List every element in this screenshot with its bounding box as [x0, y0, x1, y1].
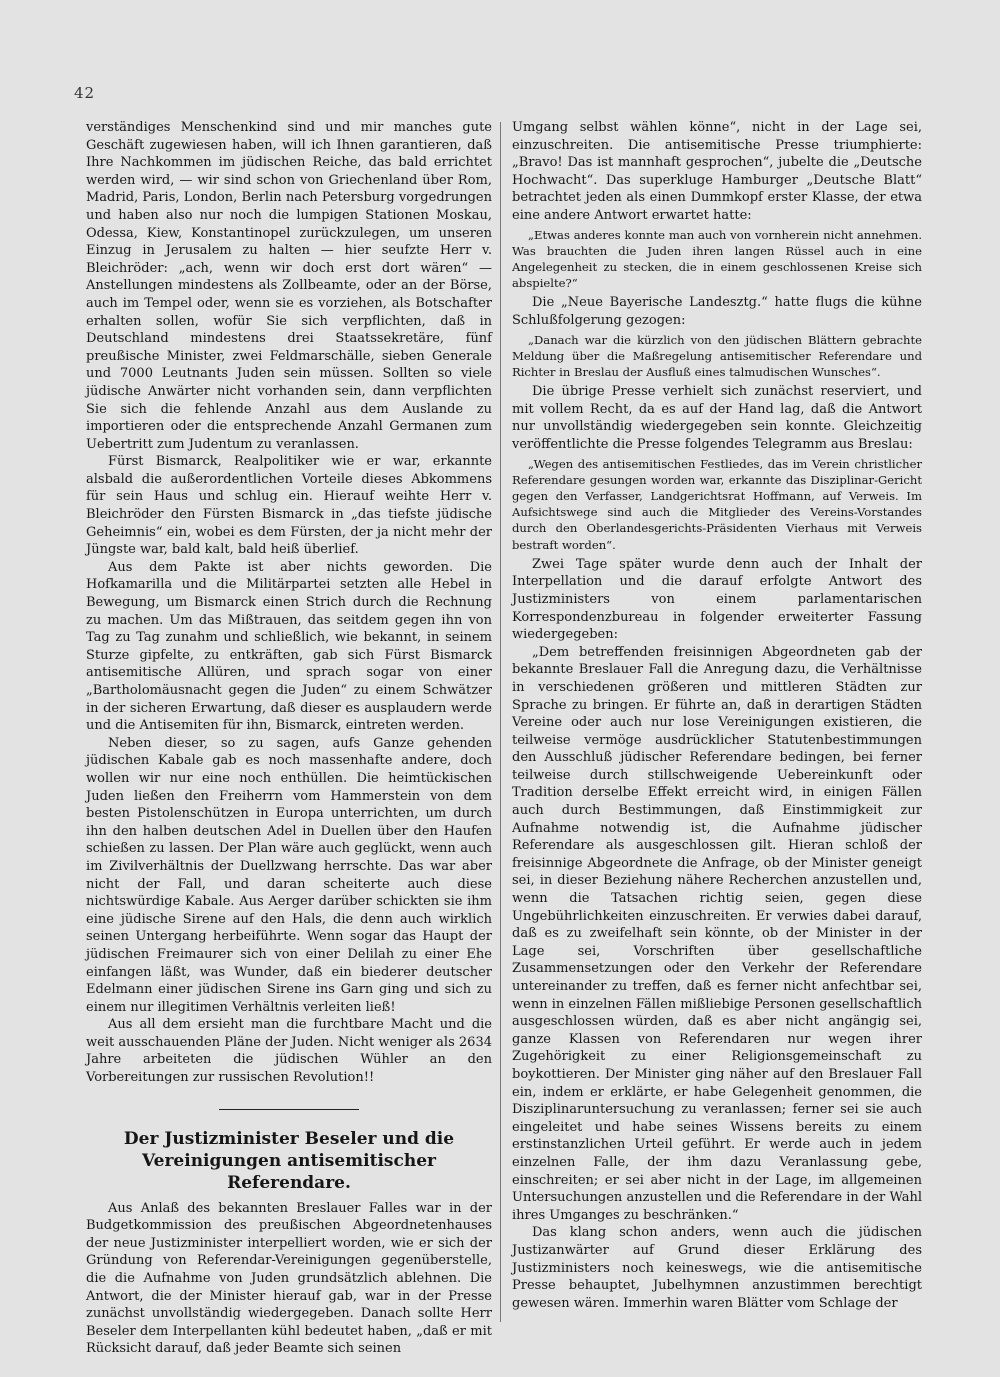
body-paragraph: Die übrige Presse verhielt sich zunächst reserviert, und mit vollem Recht, da es auf der Hand lag, daß die Antwort nur unvollständig wiedergegeben sein konnte. Gleichzeitig veröffentlichte die Presse folgendes Telegramm aus Breslau:: [512, 384, 922, 452]
body-paragraph: Fürst Bismarck, Realpolitiker wie er war, erkannte alsbald die außerordentlichen Vorteile dieses Abkommens für sein Haus und schlug ein. Hierauf weihte Herr v. Bleichröder den Fürsten Bismarck in „das tiefste jüdische Geheimnis“ ein, wobei es dem Fürsten, der ja nicht mehr der Jüngste war, bald kalt, bald heiß überlief.: [86, 454, 492, 558]
body-paragraph: Zwei Tage später wurde denn auch der Inhalt der Interpellation und die darauf erfolgte Antwort des Justizministers von einem parlamentarischen Korrespondenzbureau in folgender erweiterter Fassung wiedergegeben:: [512, 556, 922, 643]
body-paragraph: Aus Anlaß des bekannten Breslauer Falles war in der Budgetkommission des preußischen Abgeordnetenhauses der neue Justizminister interpelliert worden, wie er sich der Gründung von Referendar-Vereinigungen gegenüberstelle, die die Aufnahme von Juden grundsätzlich ablehnen. Die Antwort, die der Minister hierauf gab, war in der Presse zunächst unvollständig wiedergegeben. Danach sollte Herr Beseler dem Interpellanten kühl bedeutet haben, „daß er mit Rücksicht darauf, daß jeder Beamte sich seinen: [86, 1200, 492, 1357]
body-paragraph: verständiges Menschenkind sind und mir manches gute Geschäft zugewiesen haben, will ich Ihnen garantieren, daß Ihre Nachkommen im jüdischen Reiche, das bald errichtet werden wird, — wir sind schon von Griechenland über Rom, Madrid, Paris, London, Berlin nach Petersburg vorgedrungen und haben also nur noch die lumpigen Stationen Moskau, Odessa, Kiew, Konstantinopel zurückzulegen, um unseren Einzug in Jerusalem zu halten — hier seufzte Herr v. Bleichröder: „ach, wenn wir doch erst dort wären“ — Anstellungen mindestens als Zollbeamte, oder an der Börse, auch im Tempel oder, wenn sie es vorziehen, als Botschafter erhalten sollen, wofür Sie sich verpflichten, daß in Deutschland mindestens drei Staatssekretäre, fünf preußische Minister, zwei Feldmarschälle, sieben Generale und 7000 Leutnants Juden sein müssen. Sollten so viele jüdische Anwärter nicht vorhanden sein, dann verpflichten Sie sich die fehlende Anzahl aus dem Auslande zu importieren oder die entsprechende Anzahl Germanen zum Uebertritt zum Judentum zu veranlassen.: [86, 120, 492, 452]
page-number: 42: [74, 84, 96, 102]
body-paragraph: Das klang schon anders, wenn auch die jüdischen Justizanwärter auf Grund dieser Erklärung des Justizministers noch keineswegs, wie die antisemitische Presse behauptet, Jubelhymnen anzustimmen berechtigt gewesen wären. Immerhin waren Blätter vom Schlage der: [512, 1225, 922, 1311]
section-heading-line: Vereinigungen antisemitischer Referendare.: [142, 1150, 436, 1193]
right-column: [512, 119, 922, 1312]
body-paragraph: Aus all dem ersieht man die furchtbare Macht und die weit ausschauenden Pläne der Juden. Nicht weniger als 2634 Jahre arbeiteten die jüdischen Wühler an den Vorbereitungen zur russischen Revolution!!: [86, 1017, 492, 1086]
body-paragraph: „Dem betreffenden freisinnigen Abgeordneten gab der bekannte Breslauer Fall die Anregung dazu, die Verhältnisse in verschiedenen größeren und mittleren Städten zur Sprache zu bringen. Er führte an, daß in derartigen Städten Vereine oder auch nur lose Vereinigungen existieren, die teilweise vermöge ausdrücklicher Statutenbestimmungen den Ausschluß jüdischer Referendare bedingen, bei ferner teilweise durch stillschweigende Uebereinkunft oder Tradition derselbe Effekt erreicht wird, in einigen Fällen auch durch Bestimmungen, daß Einstimmigkeit zur Aufnahme notwendig ist, die Aufnahme jüdischer Referendare als ausgeschlossen gilt. Hieran schloß der freisinnige Abgeordnete die Anfrage, ob der Minister geneigt sei, in dieser Beziehung nähere Recherchen anzustellen und, wenn die Tatsachen richtig seien, gegen diese Ungebührlichkeiten einzuschreiten. Er verwies dabei darauf, daß es zu zweifelhaft sein könnte, ob der Minister in der Lage sei, Vorschriften über gesellschaftliche Zusammensetzungen oder den Verkehr der Referendare untereinander zu treffen, daß es ferner nicht anfechtbar sei, wenn in einzelnen Fällen mißliebige Personen gesellschaftlich ausgeschlossen würden, daß es aber nicht angängig sei, ganze Klassen von Referendaren nur wegen ihrer Zugehörigkeit zu einer Religionsgemeinschaft zu boykottieren. Der Minister ging näher auf den Breslauer Fall ein, indem er erklärte, er habe Gelegenheit genommen, die Disziplinaruntersuchung zu veranlassen; ferner sei sie auch eingeleitet und habe seines Wissens bereits zu einem erstinstanzlichen Urteil geführt. Er werde auch in jedem einzelnen Falle, der ihm dazu Veranlassung gebe, einschreiten; er sei aber nicht in der Lage, im allgemeinen Untersuchungen anzustellen und die Referendare in der Wahl ihres Umganges zu beschränken.“: [512, 644, 922, 1223]
section-heading: [86, 1128, 492, 1194]
body-paragraph: Die „Neue Bayerische Landesztg.“ hatte flugs die kühne Schlußfolgerung gezogen:: [512, 295, 922, 328]
section-divider: [219, 1109, 359, 1110]
section-heading-line: Der Justizminister Beseler und die: [123, 1128, 455, 1149]
left-column: [86, 119, 492, 1358]
body-paragraph: Neben dieser, so zu sagen, aufs Ganze gehenden jüdischen Kabale gab es noch massenhafte andere, doch wollen wir nur eine noch enthüllen. Die heimtückischen Juden ließen den Freiherrn vom Hammerstein von dem besten Pistolenschützen in Europa unterrichten, um durch ihn den halben deutschen Adel in Duellen über den Haufen schießen zu lassen. Der Plan wäre auch geglückt, wenn auch im Zivilverhältnis der Duellzwang herrschte. Das war aber nicht der Fall, und daran scheiterte auch diese nichtswürdige Kabale. Aus Aerger darüber schickten sie ihm eine jüdische Sirene auf den Hals, die denn auch wirklich seinen Untergang herbeiführte. Wenn sogar das Haupt der jüdischen Freimaurer sich von einer Delilah zu einer Ehe einfangen läßt, was Wunder, daß ein biederer deutscher Edelmann einer jüdischen Sirene ins Garn ging und sich zu einem nur illegitimen Verhältnis verleiten ließ!: [86, 735, 492, 1015]
column-rule: [500, 122, 501, 1322]
body-paragraph: Umgang selbst wählen könne“, nicht in der Lage sei, einzuschreiten. Die antisemitische Presse triumphierte: „Bravo! Das ist mannhaft gesprochen“, jubelte die „Deutsche Hochwacht“. Das superkluge Hamburger „Deutsche Blatt“ betrachtet jeden als einen Dummkopf erster Klasse, der etwa eine andere Antwort erwartet hatte:: [512, 120, 922, 223]
block-quote: „Wegen des antisemitischen Festliedes, das im Verein christlicher Referendare gesungen worden war, erkannte das Disziplinar-Gericht gegen den Verfasser, Landgerichtsrat Hoffmann, auf Verweis. Im Aufsichtswege sind auch die Mitglieder des Vereins-Vorstandes durch den Oberlandesgerichts-Präsidenten Vierhaus mit Verweis bestraft worden“.: [512, 456, 922, 552]
body-paragraph: Aus dem Pakte ist aber nichts geworden. Die Hofkamarilla und die Militärpartei setzten alle Hebel in Bewegung, um Bismarck einen Strich durch die Rechnung zu machen. Um das Mißtrauen, das seitdem gegen ihn von Tag zu Tag zunahm und schließlich, wie bekannt, in seinem Sturze gipfelte, zu entkräften, gab sich Fürst Bismarck antisemitische Allüren, und sprach sogar von einer „Bartholomäusnacht gegen die Juden“ zu einem Schwätzer in der sicheren Erwartung, daß dieser es ausplaudern werde und die Antisemiten für ihn, Bismarck, eintreten werden.: [86, 559, 492, 734]
block-quote: „Etwas anderes konnte man auch von vornherein nicht annehmen. Was brauchten die Juden ihren langen Rüssel auch in eine Angelegenheit zu stecken, die in einem geschlossenen Kreise sich abspielte?“: [512, 227, 922, 291]
block-quote: „Danach war die kürzlich von den jüdischen Blättern gebrachte Meldung über die Maßregelung antisemitischer Referendare und Richter in Breslau der Ausfluß eines talmudischen Wunsches“.: [512, 332, 922, 379]
